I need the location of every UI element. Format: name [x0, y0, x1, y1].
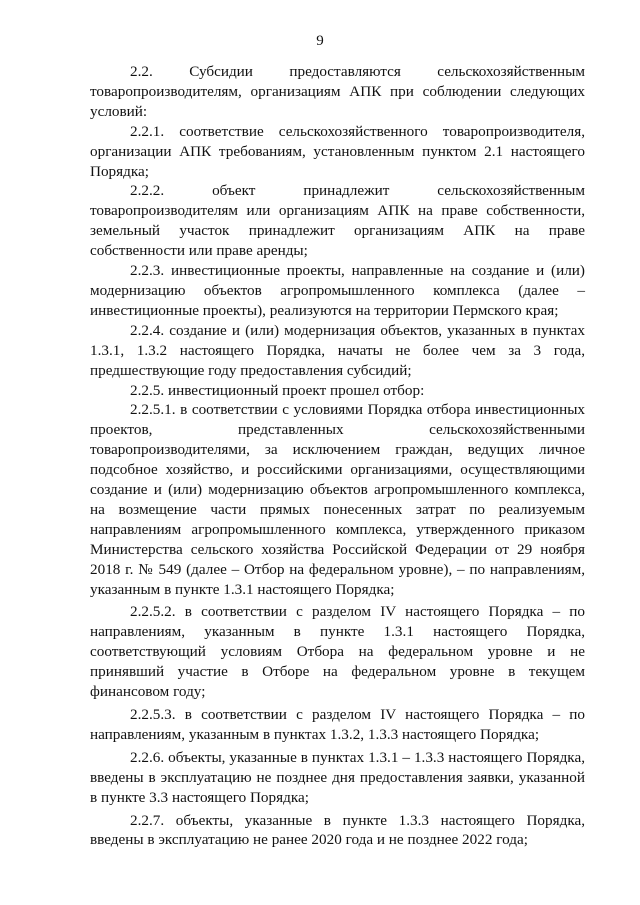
paragraph-2-2-5-3: 2.2.5.3. в соответствии с разделом IV настоящего Порядка – по направлениям, указанным в пунктах 1.3.2, 1.3.3 настоящего Порядка; — [90, 706, 585, 743]
page-number: 9 — [316, 33, 324, 49]
paragraph-2-2-7: 2.2.7. объекты, указанные в пункте 1.3.3 настоящего Порядка, введены в эксплуатацию не ранее 2020 года и не позднее 2022 года; — [90, 811, 585, 849]
paragraph-2-2-5-1: 2.2.5.1. в соответствии с условиями Порядка отбора инвестиционных проектов, представленных сельскохозяйственными товаропроизводителями, за исключением граждан, ведущих личное подсобное хозяйство, и российскими организациями, осуществляющими создание и (или) модернизацию объектов агропромышленного комплекса, на возмещение части прямых понесенных затрат по реализуемым направлениям агропромышленного комплекса, утвержденного приказом Министерства сельского хозяйства Российской Федерации от 29 ноября 2018 г. № 549 (далее – Отбор на федеральном уровне), – по направлениям, указанным в пункте 1.3.1 настоящего Порядка; — [90, 401, 585, 598]
paragraph-2-2-3: 2.2.3. инвестиционные проекты, направленные на создание и (или) модернизацию объектов агропромышленного комплекса (далее – инвестиционные проекты), реализуются на территории Пермского края; — [90, 262, 585, 319]
document-body — [90, 62, 585, 850]
paragraph-2-2-1: 2.2.1. соответствие сельскохозяйственного товаропроизводителя, организации АПК требованиям, установленным пунктом 2.1 настоящего Порядка; — [90, 122, 585, 180]
paragraph-2-2: 2.2. Субсидии предоставляются сельскохозяйственным товаропроизводителям, организациям АПК при соблюдении следующих условий: — [90, 63, 585, 120]
paragraph-2-2-5-2: 2.2.5.2. в соответствии с разделом IV настоящего Порядка – по направлениям, указанным в пункте 1.3.1 настоящего Порядка, соответствующий условиям Отбора на федеральном уровне и не принявший участие в Отборе на федеральном уровне в текущем финансовом году; — [90, 603, 585, 701]
paragraph-2-2-6: 2.2.6. объекты, указанные в пунктах 1.3.1 – 1.3.3 настоящего Порядка, введены в эксплуатацию не позднее дня предоставления заявки, указанной в пункте 3.3 настоящего Порядка; — [90, 748, 585, 806]
paragraph-2-2-2: 2.2.2. объект принадлежит сельскохозяйственным товаропроизводителям или организациям АПК на праве собственности, земельный участок принадлежит организациям АПК на праве собственности или праве аренды; — [90, 182, 585, 260]
paragraph-2-2-5: 2.2.5. инвестиционный проект прошел отбор: — [130, 381, 425, 399]
paragraph-2-2-4: 2.2.4. создание и (или) модернизация объектов, указанных в пунктах 1.3.1, 1.3.2 настоящего Порядка, начаты не более чем за 3 года, предшествующие году предоставления субсидий; — [90, 321, 585, 379]
